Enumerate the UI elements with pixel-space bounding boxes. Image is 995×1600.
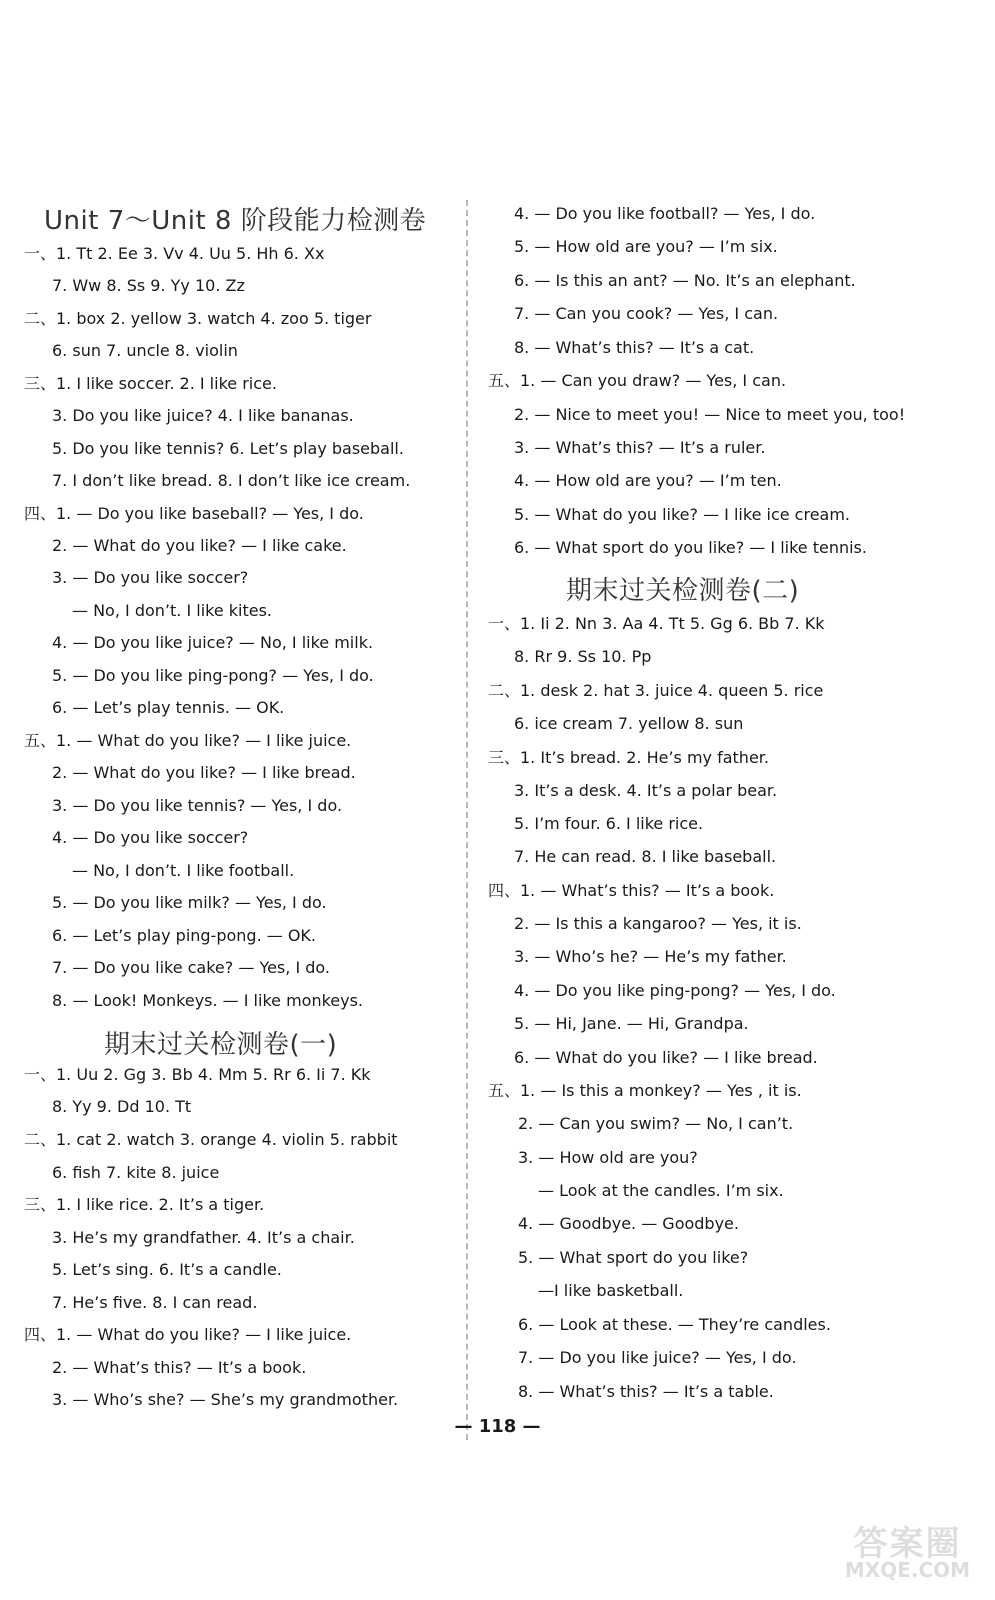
answer-line: 6. — What do you like? — I like bread. bbox=[514, 1048, 818, 1067]
answer-line: 7. Ww 8. Ss 9. Yy 10. Zz bbox=[52, 276, 245, 295]
answer-line: 五、1. — Can you draw? — Yes, I can. bbox=[488, 371, 787, 390]
section-title-final-2: 期末过关检测卷(二) bbox=[566, 576, 800, 606]
answer-line: 3. — Who’s she? — She’s my grandmother. bbox=[52, 1390, 399, 1409]
answer-line: 4. — Do you like soccer? bbox=[52, 828, 249, 847]
section-title-unit7-8: Unit 7～Unit 8 阶段能力检测卷 bbox=[44, 206, 427, 236]
answer-line: 3. — Who’s he? — He’s my father. bbox=[514, 947, 787, 966]
answer-line: 三、1. I like soccer. 2. I like rice. bbox=[24, 374, 277, 393]
answer-line: 6. — Let’s play tennis. — OK. bbox=[52, 698, 285, 717]
answer-line: — No, I don’t. I like football. bbox=[72, 861, 295, 880]
answer-line: 2. — What’s this? — It’s a book. bbox=[52, 1358, 307, 1377]
answer-line: 3. — How old are you? bbox=[518, 1148, 698, 1167]
answer-line: 一、1. Uu 2. Gg 3. Bb 4. Mm 5. Rr 6. Ii 7. Kk bbox=[24, 1065, 371, 1084]
answer-line: 7. He can read. 8. I like baseball. bbox=[514, 847, 777, 866]
answer-line: 2. — Is this a kangaroo? — Yes, it is. bbox=[514, 914, 802, 933]
answer-line: 6. — Let’s play ping-pong. — OK. bbox=[52, 926, 316, 945]
answer-line: 6. ice cream 7. yellow 8. sun bbox=[514, 714, 744, 733]
answer-line: 四、1. — Do you like baseball? — Yes, I do. bbox=[24, 504, 364, 523]
answer-line: 5. — Do you like milk? — Yes, I do. bbox=[52, 893, 327, 912]
answer-line: 7. — Do you like cake? — Yes, I do. bbox=[52, 958, 330, 977]
column-divider bbox=[466, 200, 468, 1440]
answer-line: 一、1. Ii 2. Nn 3. Aa 4. Tt 5. Gg 6. Bb 7. Kk bbox=[488, 614, 825, 633]
answer-line: 5. — How old are you? — I’m six. bbox=[514, 237, 778, 256]
answer-line: 7. — Can you cook? — Yes, I can. bbox=[514, 304, 779, 323]
answer-line: 6. — What sport do you like? — I like tennis. bbox=[514, 538, 867, 557]
answer-line: 5. — Hi, Jane. — Hi, Grandpa. bbox=[514, 1014, 749, 1033]
answer-line: 二、1. desk 2. hat 3. juice 4. queen 5. rice bbox=[488, 681, 824, 700]
answer-line: —I like basketball. bbox=[538, 1281, 684, 1300]
answer-line: 4. — Do you like juice? — No, I like milk. bbox=[52, 633, 374, 652]
answer-line: 四、1. — What do you like? — I like juice. bbox=[24, 1325, 352, 1344]
answer-line: 3. — Do you like soccer? bbox=[52, 568, 249, 587]
answer-line: 2. — What do you like? — I like bread. bbox=[52, 763, 356, 782]
watermark-text: 答案圈 bbox=[853, 1524, 962, 1564]
answer-line: 5. — What sport do you like? bbox=[518, 1248, 749, 1267]
answer-line: 3. — What’s this? — It’s a ruler. bbox=[514, 438, 766, 457]
answer-line: 5. Do you like tennis? 6. Let’s play baseball. bbox=[52, 439, 404, 458]
answer-line: 3. — Do you like tennis? — Yes, I do. bbox=[52, 796, 343, 815]
answer-line: 4. — Goodbye. — Goodbye. bbox=[518, 1214, 739, 1233]
answer-line: 8. Yy 9. Dd 10. Tt bbox=[52, 1097, 192, 1116]
answer-line: 5. Let’s sing. 6. It’s a candle. bbox=[52, 1260, 282, 1279]
answer-line: 8. — Look! Monkeys. — I like monkeys. bbox=[52, 991, 364, 1010]
section-title-final-1: 期末过关检测卷(一) bbox=[104, 1030, 338, 1060]
answer-line: — No, I don’t. I like kites. bbox=[72, 601, 273, 620]
answer-line: 6. — Look at these. — They’re candles. bbox=[518, 1315, 831, 1334]
answer-line: 2. — What do you like? — I like cake. bbox=[52, 536, 347, 555]
page-number: — 118 — bbox=[454, 1416, 541, 1437]
answer-line: 四、1. — What’s this? — It’s a book. bbox=[488, 881, 775, 900]
answer-line: 2. — Can you swim? — No, I can’t. bbox=[518, 1114, 794, 1133]
answer-line: 5. — Do you like ping-pong? — Yes, I do. bbox=[52, 666, 374, 685]
answer-line: 2. — Nice to meet you! — Nice to meet you, too! bbox=[514, 405, 906, 424]
answer-line: 4. — How old are you? — I’m ten. bbox=[514, 471, 782, 490]
answer-line: 4. — Do you like ping-pong? — Yes, I do. bbox=[514, 981, 836, 1000]
answer-line: 一、1. Tt 2. Ee 3. Vv 4. Uu 5. Hh 6. Xx bbox=[24, 244, 325, 263]
answer-line: 3. It’s a desk. 4. It’s a polar bear. bbox=[514, 781, 778, 800]
answer-line: 5. I’m four. 6. I like rice. bbox=[514, 814, 704, 833]
answer-line: 7. — Do you like juice? — Yes, I do. bbox=[518, 1348, 797, 1367]
answer-line: 五、1. — Is this a monkey? — Yes , it is. bbox=[488, 1081, 802, 1100]
answer-line: — Look at the candles. I’m six. bbox=[538, 1181, 784, 1200]
answer-line: 6. — Is this an ant? — No. It’s an elephant. bbox=[514, 271, 856, 290]
watermark-url: MXQE.COM bbox=[844, 1558, 971, 1582]
answer-line: 五、1. — What do you like? — I like juice. bbox=[24, 731, 352, 750]
answer-line: 三、1. It’s bread. 2. He’s my father. bbox=[488, 748, 769, 767]
answer-line: 7. He’s five. 8. I can read. bbox=[52, 1293, 258, 1312]
answer-line: 6. fish 7. kite 8. juice bbox=[52, 1163, 220, 1182]
answer-line: 6. sun 7. uncle 8. violin bbox=[52, 341, 238, 360]
watermark-logo bbox=[840, 1516, 975, 1586]
answer-line: 8. — What’s this? — It’s a cat. bbox=[514, 338, 755, 357]
answer-line: 3. Do you like juice? 4. I like bananas. bbox=[52, 406, 354, 425]
answer-line: 8. Rr 9. Ss 10. Pp bbox=[514, 647, 652, 666]
answer-line: 8. — What’s this? — It’s a table. bbox=[518, 1382, 774, 1401]
answer-line: 3. He’s my grandfather. 4. It’s a chair. bbox=[52, 1228, 355, 1247]
answer-line: 二、1. box 2. yellow 3. watch 4. zoo 5. tiger bbox=[24, 309, 372, 328]
answer-line: 5. — What do you like? — I like ice cream. bbox=[514, 505, 851, 524]
answer-line: 4. — Do you like football? — Yes, I do. bbox=[514, 204, 816, 223]
answer-line: 二、1. cat 2. watch 3. orange 4. violin 5. rabbit bbox=[24, 1130, 398, 1149]
answer-line: 7. I don’t like bread. 8. I don’t like ice cream. bbox=[52, 471, 411, 490]
answer-line: 三、1. I like rice. 2. It’s a tiger. bbox=[24, 1195, 265, 1214]
